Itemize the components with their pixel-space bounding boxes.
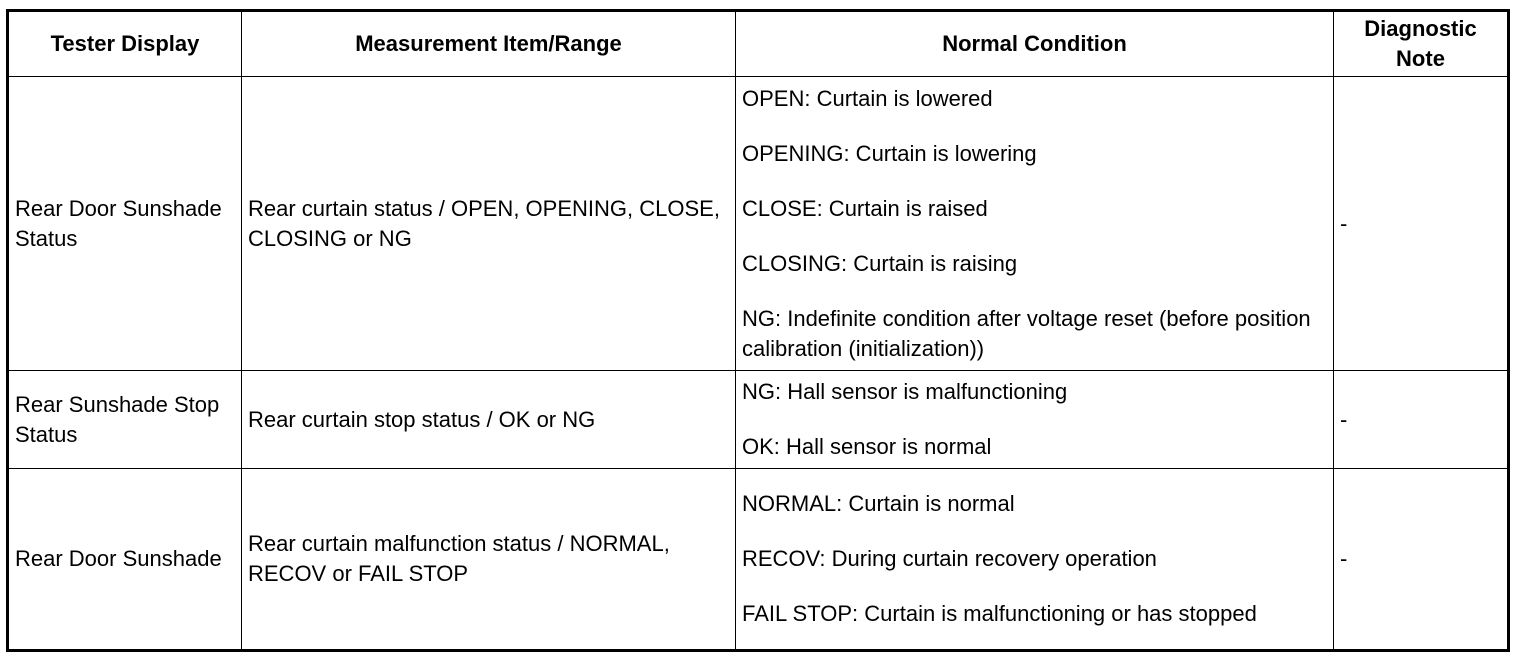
measurement-cell: Rear curtain malfunction status / NORMAL, RECOV or FAIL STOP [242, 469, 736, 651]
table-header-row [8, 11, 1509, 77]
condition-line: NG: Hall sensor is malfunctioning [742, 379, 1068, 405]
normal-condition-cell [736, 371, 1334, 469]
tester-display-cell: Rear Door Sunshade Status [8, 77, 242, 371]
measurement-cell: Rear curtain stop status / OK or NG [242, 371, 736, 469]
measurement-cell: Rear curtain status / OPEN, OPENING, CLOSE, CLOSING or NG [242, 77, 736, 371]
header-diagnostic-note: Diagnostic Note [1334, 11, 1509, 77]
condition-line: OK: Hall sensor is normal [742, 434, 992, 460]
diagnostic-note-cell: - [1334, 469, 1509, 651]
table-row [8, 469, 1509, 651]
condition-line: CLOSING: Curtain is raising [742, 250, 1018, 276]
normal-condition-cell [736, 77, 1334, 371]
diagnostic-note-cell: - [1334, 371, 1509, 469]
normal-condition-cell [736, 469, 1334, 651]
condition-line: NG: Indefinite condition after voltage reset (before position calibration (initialization)) [742, 305, 1311, 361]
condition-line: FAIL STOP: Curtain is malfunctioning or has stopped [742, 601, 1257, 627]
diagnostic-note-cell: - [1334, 77, 1509, 371]
condition-line: NORMAL: Curtain is normal [742, 491, 1015, 517]
tester-display-cell: Rear Sunshade Stop Status [8, 371, 242, 469]
header-tester-display: Tester Display [8, 11, 242, 77]
header-normal-condition: Normal Condition [736, 11, 1334, 77]
data-list-table [6, 9, 1510, 652]
table-row [8, 371, 1509, 469]
condition-line: CLOSE: Curtain is raised [742, 195, 988, 221]
header-measurement-item: Measurement Item/Range [242, 11, 736, 77]
condition-line: RECOV: During curtain recovery operation [742, 546, 1157, 572]
tester-display-cell: Rear Door Sunshade [8, 469, 242, 651]
condition-line: OPEN: Curtain is lowered [742, 85, 993, 111]
table-row [8, 77, 1509, 371]
condition-line: OPENING: Curtain is lowering [742, 140, 1037, 166]
